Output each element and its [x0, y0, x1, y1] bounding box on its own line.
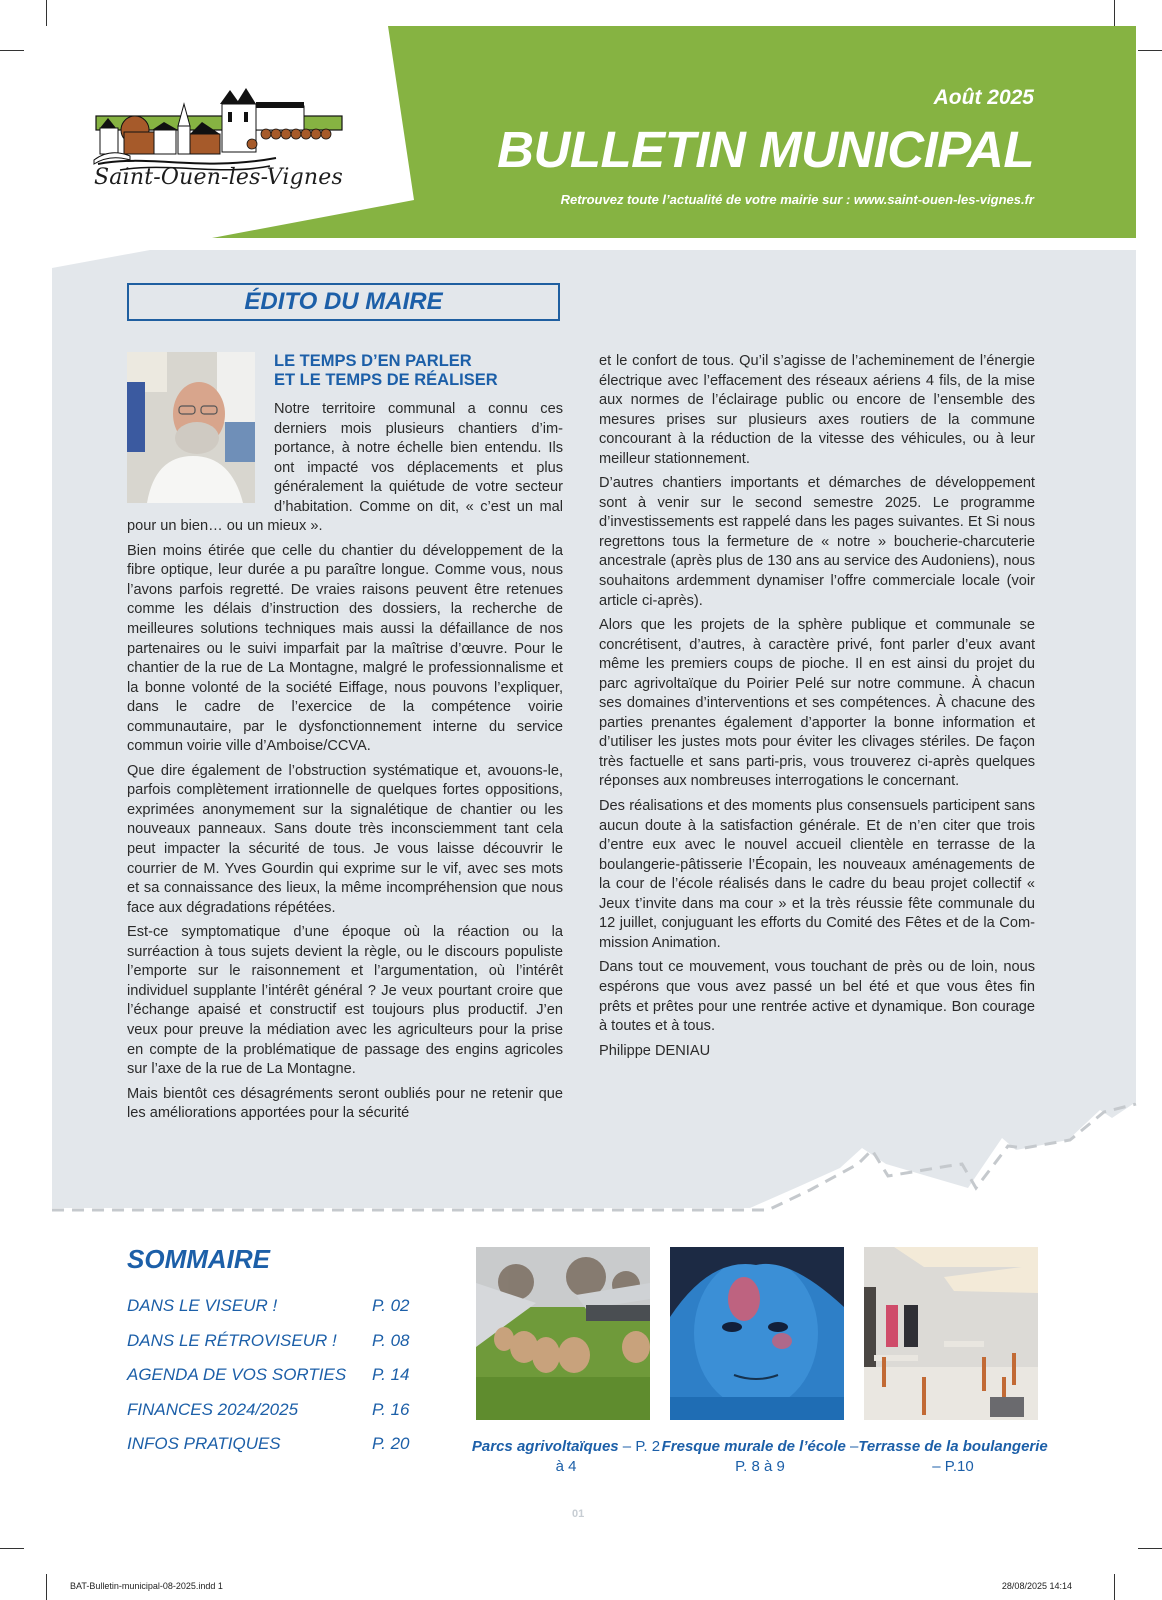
- crop-mark: [0, 1548, 24, 1549]
- edito-paragraph: Bien moins étirée que celle du chantier du développement de la fibre optique, leur durée a pu paraître longue. Comme vous, nous l’avons parfois regretté. De vraies raisons peuvent être retenues comme les délais d’instruction des dossiers, la recherche de meilleures solutions techniques mais aussi la défaillance de nos partenaires ou le suivi imparfait par la maîtrise d’œuvre. Pour le chantier de la rue de La Montagne, malgré le professionnalisme et la bonne volonté de la société Eiffage, nous pouvons l’expliquer, dans le cadre de l’exercice de la compétence voirie communautaire, par le dysfonctionnement interne du service commun voirie ville d’Amboise/CCVA.: [127, 542, 563, 755]
- feature-caption-pages: – P. 2 à 4: [555, 1438, 661, 1475]
- edito-paragraph: Est-ce symptomatique d’une époque où la réaction ou la surréaction à tous sujets devient la règle, ou le discours populiste l’emporte sur le raisonnement et l’argumentation, où l’intérêt individuel supplante l’intérêt général ? Je veux pourtant croire que l’échange apaisé et constructif est toujours plus productif. J’en veux pour preuve la médiation avec les agriculteurs pour la prise en compte de la problématique de passage des engins agricoles sur l’axe de la rue de La Montagne.: [127, 924, 563, 1078]
- feature-caption[interactable]: [466, 1437, 666, 1477]
- sommaire-item-page: P. 08: [372, 1330, 410, 1350]
- feature-caption-title: Parcs agrivoltaïques: [471, 1438, 619, 1455]
- sommaire-item[interactable]: [127, 1400, 427, 1435]
- edito-paragraph: Dans tout ce mouvement, vous touchant de près ou de loin, nous espérons que vous avez passé un bel été et que vous êtes fin prêts et prêtes pour une rentrée active et dynamique. Bon courage à toutes et à tous.: [599, 959, 1035, 1035]
- edito-paragraph: Notre territoire communal a connu ces derniers mois plusieurs chantiers d’importance, à notre échelle bien entendu. Ils ont impacté vos déplacements et plus généralement la quiétude de votre secteur d’habitation. Comme on dit, « c’est un mal pour un bien… ou un mieux ».: [127, 401, 563, 535]
- sommaire-item-label: DANS LE VISEUR !: [127, 1296, 278, 1315]
- edito-title-box: [127, 283, 560, 321]
- bakery-terrace-photo[interactable]: [864, 1247, 1038, 1420]
- crop-mark: [1138, 1548, 1162, 1549]
- edito-paragraph: Des réalisations et des moments plus consensuels participent sans aucun doute à la satisfaction générale. Et de n’en citer que trois d’entre eux avec le nouvel accueil clientèle en terrasse de la boulangerie-pâtisserie l’Écopain, les nouveaux aménagements de la cour de l’école réalisés dans le cadre du beau projet collectif « Jeux t’invite dans ma cour » et la très réussie fête communale du 12 juillet, conjuguant les efforts du Comité des Fêtes et de la Commission Animation.: [599, 798, 1035, 951]
- sommaire-item[interactable]: [127, 1434, 427, 1469]
- crop-mark: [46, 1574, 47, 1600]
- feature-caption-pages: – P.10: [932, 1458, 974, 1475]
- feature-caption-pages: – P. 8 à 9: [735, 1438, 859, 1475]
- school-mural-photo[interactable]: [670, 1247, 844, 1420]
- sommaire-item-page: P. 14: [372, 1365, 410, 1384]
- sommaire-item[interactable]: [127, 1296, 427, 1331]
- edito-headline-line1: LE TEMPS D’EN PARLER: [274, 352, 472, 370]
- sommaire-item-label: INFOS PRATIQUES: [127, 1434, 281, 1453]
- sommaire-item-label: AGENDA DE VOS SORTIES: [127, 1365, 347, 1384]
- sommaire-item-label: FINANCES 2024/2025: [127, 1399, 299, 1419]
- edito-headline-line2: ET LE TEMPS DE RÉALISER: [274, 371, 498, 389]
- sommaire-title: SOMMAIRE: [127, 1244, 270, 1274]
- edito-paragraph: Que dire également de l’obstruction systématique et, avouons-le, parfois complètement irrationnelle de quelques fortes oppositions, exprimées anonymement sur la signalétique de chantier ou les nouveaux panneaux. Sans doute très inconsciemment tant cela peut impacter la sécurité de tous. Je vous laisse découvrir le courrier de M. Yves Gourdin qui exprime sur le vif, avec ses mots et sa connaissance des lieux, la même incompréhension que nous face aux dégradations répétées.: [127, 762, 563, 916]
- website-tagline: Retrouvez toute l’actualité de votre mairie sur : www.saint-ouen-les-vignes.fr: [560, 192, 1034, 207]
- feature-caption[interactable]: [853, 1437, 1053, 1477]
- print-slug-date: 28/08/2025 14:14: [1001, 1581, 1072, 1591]
- edito-title: ÉDITO DU MAIRE: [244, 288, 443, 315]
- sommaire-item[interactable]: [127, 1365, 427, 1400]
- publication-title: BULLETIN MUNICIPAL: [497, 121, 1034, 178]
- feature-caption-title: Fresque murale de l’école: [661, 1438, 846, 1455]
- feature-caption[interactable]: [660, 1437, 860, 1477]
- mayor-signature: Philippe DENIAU: [599, 1042, 711, 1059]
- edito-paragraph: D’autres chantiers importants et démarches de développement sont à venir sur le second semestre 2025. Le programme d’investissements est rappelé dans les pages suivantes. Et Si nous regrettons tous la fermeture de « notre » boucherie-charcuterie ancestrale (après plus de 130 ans au service des Audoniens), nous souhaitons ardemment dynamiser l’offre commerciale locale (voir article ci-après).: [599, 475, 1035, 609]
- edito-column-right: [599, 352, 1035, 1066]
- sheep-solar-photo[interactable]: [476, 1247, 650, 1420]
- edito-paragraph: et le confort de tous. Qu’il s’agisse de l’acheminement de l’énergie électrique avec l’effacement des réseaux aériens 4 fils, de la mise aux normes de l’éclairage public ou encore de l’ensemble des mesures prises sur plusieurs axes routiers de la commune concourant à la réduction de la vitesse des véhicules, ou à leur meilleur stationnement.: [599, 353, 1035, 467]
- edito-paragraph: Alors que les projets de la sphère publique et communale se concrétisent, d’autres, à caractère privé, font parler d’eux avant même les premiers coups de pioche. Il en est ainsi du projet du parc agrivoltaïque du Poirier Pelé sur notre commune. À chacun ses domaines d’interventions et ses compétences. À chacune des parties prenantes également d’apporter la bonne information et d’utiliser les justes mots pour éviter les clivages stériles. De façon très factuelle et sans parti-pris, vous trouverez ci-après quelques réponses aux nombreuses interrogations le concernant.: [599, 617, 1035, 790]
- feature-caption-title: Terrasse de la boulangerie: [858, 1438, 1048, 1455]
- sommaire-item-page: P. 02: [372, 1296, 410, 1315]
- edito-paragraph: Mais bientôt ces désagréments seront oubliés pour ne retenir que les améliorations apportées pour la sécurité: [127, 1085, 563, 1122]
- town-name: Saint-Ouen-les-Vignes: [94, 165, 343, 190]
- crop-mark: [1114, 1574, 1115, 1600]
- sommaire-item-page: P. 20: [372, 1434, 410, 1453]
- sommaire-item-label: DANS LE RÉTROVISEUR !: [127, 1330, 337, 1350]
- sommaire-list: [127, 1296, 427, 1469]
- edito-column-left: [127, 352, 563, 1129]
- sommaire-item-page: P. 16: [372, 1399, 410, 1419]
- portrait-spacer: [127, 352, 274, 509]
- print-slug-file: BAT-Bulletin-municipal-08-2025.indd 1: [70, 1581, 223, 1591]
- page-number: 01: [572, 1508, 585, 1520]
- sommaire-item[interactable]: [127, 1331, 427, 1366]
- issue-date: Août 2025: [933, 86, 1034, 109]
